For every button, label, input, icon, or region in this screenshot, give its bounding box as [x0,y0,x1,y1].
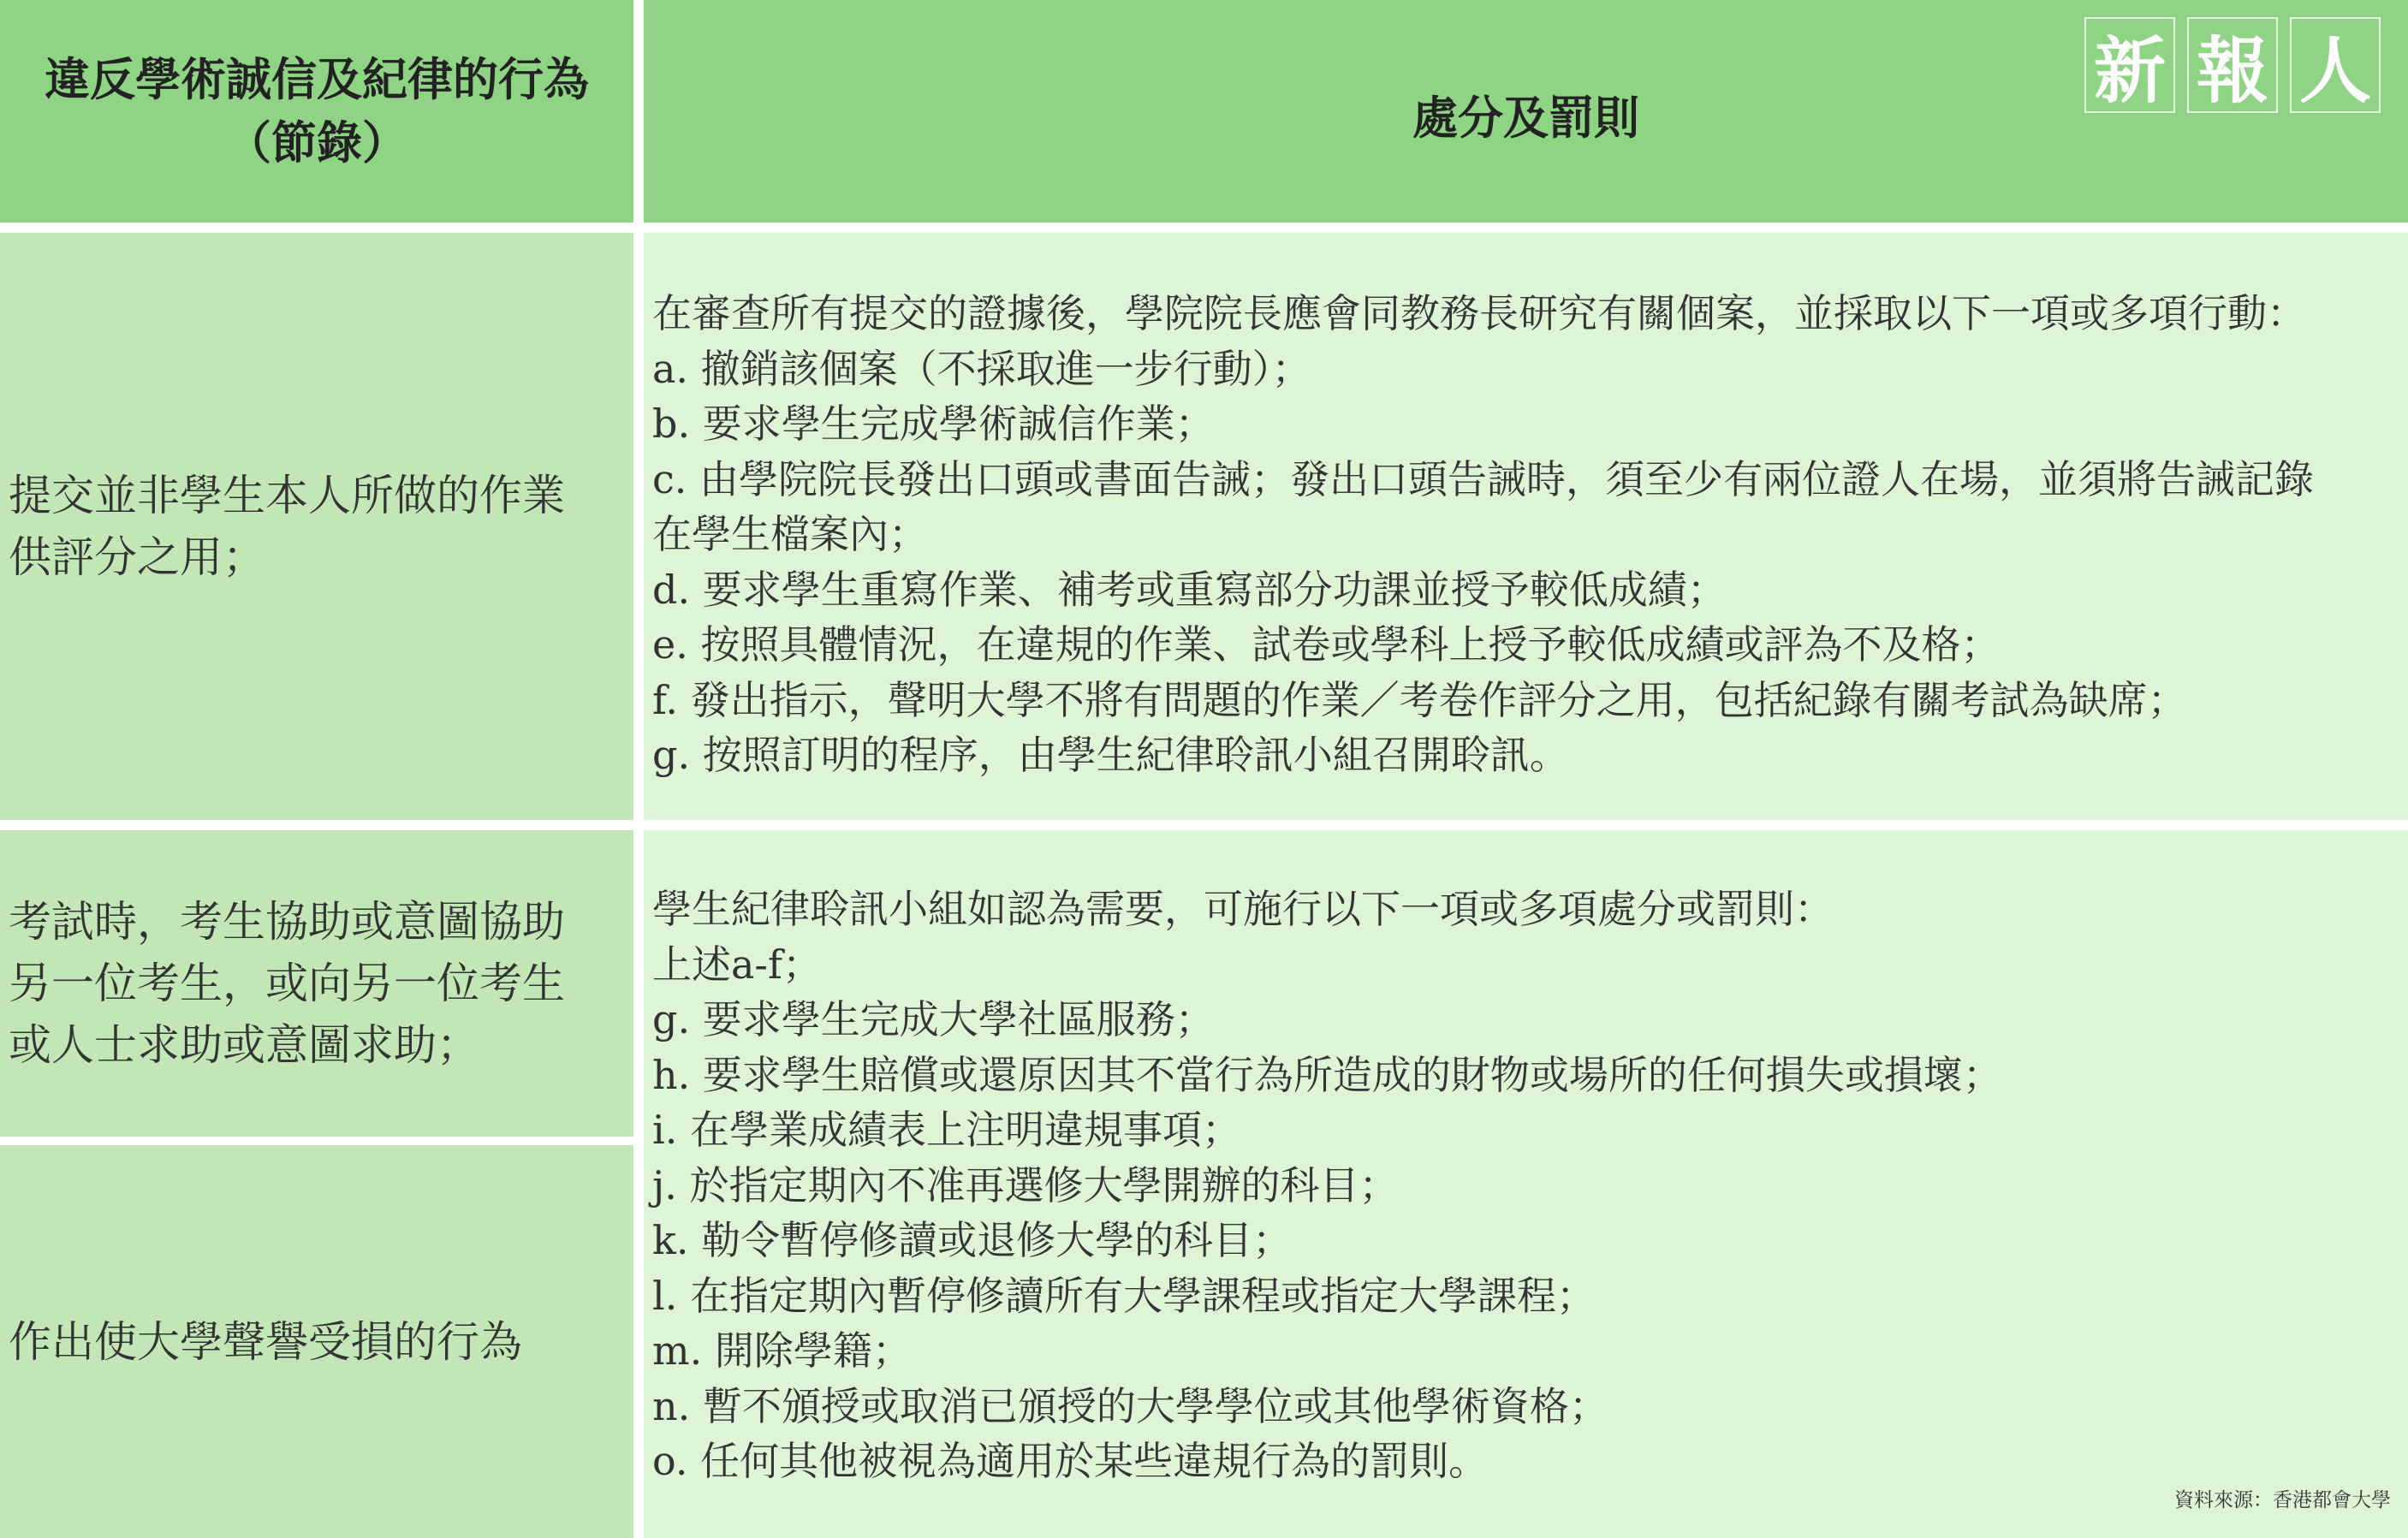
header-left-title: 違反學術誠信及紀律的行為 [45,53,589,106]
logo-char: 報 [2187,17,2278,113]
penalty-line: a. 撤銷該個案（不採取進一步行動）； [652,345,1311,392]
penalty-line: 上述a-f； [652,941,822,988]
source-note: 資料來源：香港都會大學 [2174,1489,2391,1511]
logo-char: 新 [2084,17,2175,113]
violation-cell-exam [0,830,633,1137]
penalty-list [652,882,2401,1489]
publisher-logo [2084,17,2381,113]
penalty-line: f. 發出指示，聲明大學不將有問題的作業／考卷作評分之用，包括紀錄有關考試為缺席； [652,676,2187,723]
header-left-subtitle: （節錄） [226,116,407,169]
logo-char: 人 [2290,17,2381,113]
penalty-line: 在學生檔案內； [652,511,928,557]
penalty-line: g. 要求學生完成大學社區服務； [652,996,1215,1042]
violation-cell-reputation [0,1145,633,1538]
penalty-line: d. 要求學生重寫作業、補考或重寫部分功課並授予較低成績； [652,566,1727,613]
penalty-line: n. 暫不頒授或取消已頒授的大學學位或其他學術資格； [652,1382,1608,1429]
penalty-line: g. 按照訂明的程序，由學生紀律聆訊小組召開聆訊。 [652,732,1569,778]
violation-line: 供評分之用； [9,532,265,582]
violation-line: 作出使大學聲譽受損的行為 [9,1316,522,1367]
penalty-line: e. 按照具體情況，在違規的作業、試卷或學科上授予較低成績或評為不及格； [652,621,2001,668]
header-right-title: 處分及罰則 [1412,92,1639,145]
violation-line: 或人士求助或意圖求助； [9,1020,479,1070]
penalty-cell-dean [644,233,2408,820]
penalty-line: l. 在指定期內暫停修讀所有大學課程或指定大學課程； [652,1272,1596,1319]
penalty-line: j. 於指定期內不准再選修大學開辦的科目； [652,1161,1399,1208]
header-left-cell [0,0,633,223]
penalty-line: 在審查所有提交的證據後，學院院長應會同教務長研究有關個案，並採取以下一項或多項行動： [652,290,2306,336]
penalty-line: i. 在學業成績表上注明違規事項； [652,1107,1241,1153]
violation-line: 考試時，考生協助或意圖協助 [9,897,565,947]
violation-line: 另一位考生，或向另一位考生 [9,959,565,1008]
penalty-line: c. 由學院院長發出口頭或書面告誡；發出口頭告誡時，須至少有兩位證人在場，並須將告誡記錄 [652,455,2315,502]
penalty-line: b. 要求學生完成學術誠信作業； [652,401,1215,447]
violation-cell-submission [0,233,633,820]
penalty-line: k. 勒令暫停修讀或退修大學的科目； [652,1217,1293,1263]
penalty-line: m. 開除學籍； [652,1327,912,1374]
violation-line: 提交並非學生本人所做的作業 [9,471,565,520]
header-right-cell [644,0,2408,223]
penalty-line: h. 要求學生賠償或還原因其不當行為所造成的財物或場所的任何損失或損壞； [652,1051,2002,1098]
penalty-cell-panel [644,830,2408,1538]
penalty-line: o. 任何其他被視為適用於某些違規行為的罰則。 [652,1438,1489,1484]
penalty-line: 學生紀律聆訊小組如認為需要，可施行以下一項或多項處分或罰則： [652,886,1834,932]
penalty-list [652,286,2401,783]
